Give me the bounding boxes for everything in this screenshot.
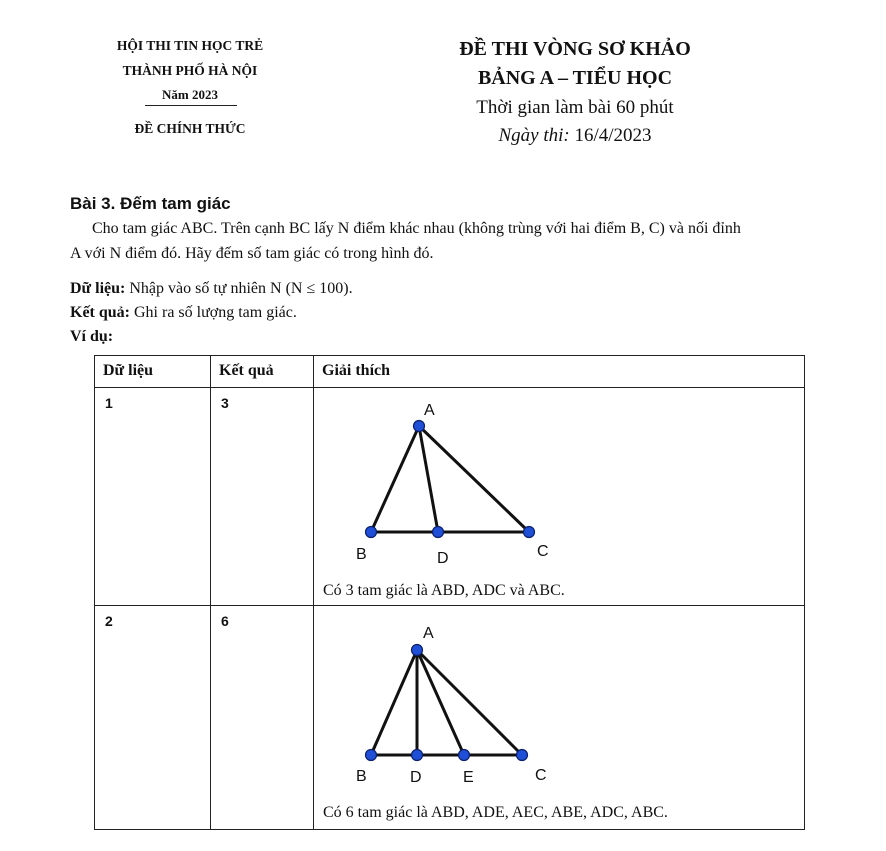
row-input: 2 (95, 606, 211, 830)
label-d: D (437, 550, 449, 567)
problem-title: Bài 3. Đếm tam giác (70, 194, 231, 213)
row-caption: Có 6 tam giác là ABD, ADE, AEC, ABE, ADC, ABC. (323, 804, 668, 821)
input-label: Dữ liệu: (70, 280, 126, 297)
point-c (517, 750, 528, 761)
input-text: Nhập vào số tự nhiên N (N ≤ 100). (129, 280, 353, 297)
output-text: Ghi ra số lượng tam giác. (134, 304, 297, 321)
date-label: Ngày thi: (498, 125, 570, 146)
header-explain: Giải thích (314, 356, 805, 388)
exam-subtitle: BẢNG A – TIỂU HỌC (477, 67, 673, 89)
row-input: 1 (95, 388, 211, 606)
exam-duration: Thời gian làm bài 60 phút (476, 97, 674, 118)
edge (417, 650, 464, 755)
point-b (366, 750, 377, 761)
point-a (414, 421, 425, 432)
point-e (459, 750, 470, 761)
label-e: E (463, 769, 474, 786)
row-output: 3 (211, 388, 314, 606)
example-label: Ví dụ: (70, 328, 114, 345)
exam-title: ĐỀ THI VÒNG SƠ KHẢO (459, 38, 691, 60)
output-label: Kết quả: (70, 304, 130, 321)
label-b: B (356, 768, 367, 785)
header-output: Kết quả (211, 356, 314, 388)
org-name: HỘI THI TIN HỌC TRẺ (116, 38, 264, 53)
year: Năm 2023 (162, 87, 218, 102)
label-b: B (356, 546, 367, 563)
header-input: Dữ liệu (95, 356, 211, 388)
row-caption: Có 3 tam giác là ABD, ADC và ABC. (323, 582, 565, 599)
point-d (433, 527, 444, 538)
statement-line-2: A với N điểm đó. Hãy đếm số tam giác có trong hình đó. (70, 245, 434, 262)
label-d: D (410, 769, 422, 786)
diagram-2 (371, 650, 522, 755)
diagram-1 (371, 426, 529, 532)
label-a: A (423, 625, 434, 642)
edge (417, 650, 522, 755)
date-value: 16/4/2023 (574, 125, 652, 146)
label-c: C (537, 543, 549, 560)
point-a (412, 645, 423, 656)
point-b (366, 527, 377, 538)
edge (371, 426, 419, 532)
label-c: C (535, 767, 547, 784)
row-output: 6 (211, 606, 314, 830)
statement-line-1: Cho tam giác ABC. Trên cạnh BC lấy N điểm khác nhau (không trùng với hai điểm B, C) và nối đỉnh (92, 220, 741, 237)
point-c (524, 527, 535, 538)
point-d (412, 750, 423, 761)
edge (371, 650, 417, 755)
official-label: ĐỀ CHÍNH THỨC (134, 121, 246, 136)
label-a: A (424, 402, 435, 419)
org-city: THÀNH PHỐ HÀ NỘI (122, 63, 258, 78)
